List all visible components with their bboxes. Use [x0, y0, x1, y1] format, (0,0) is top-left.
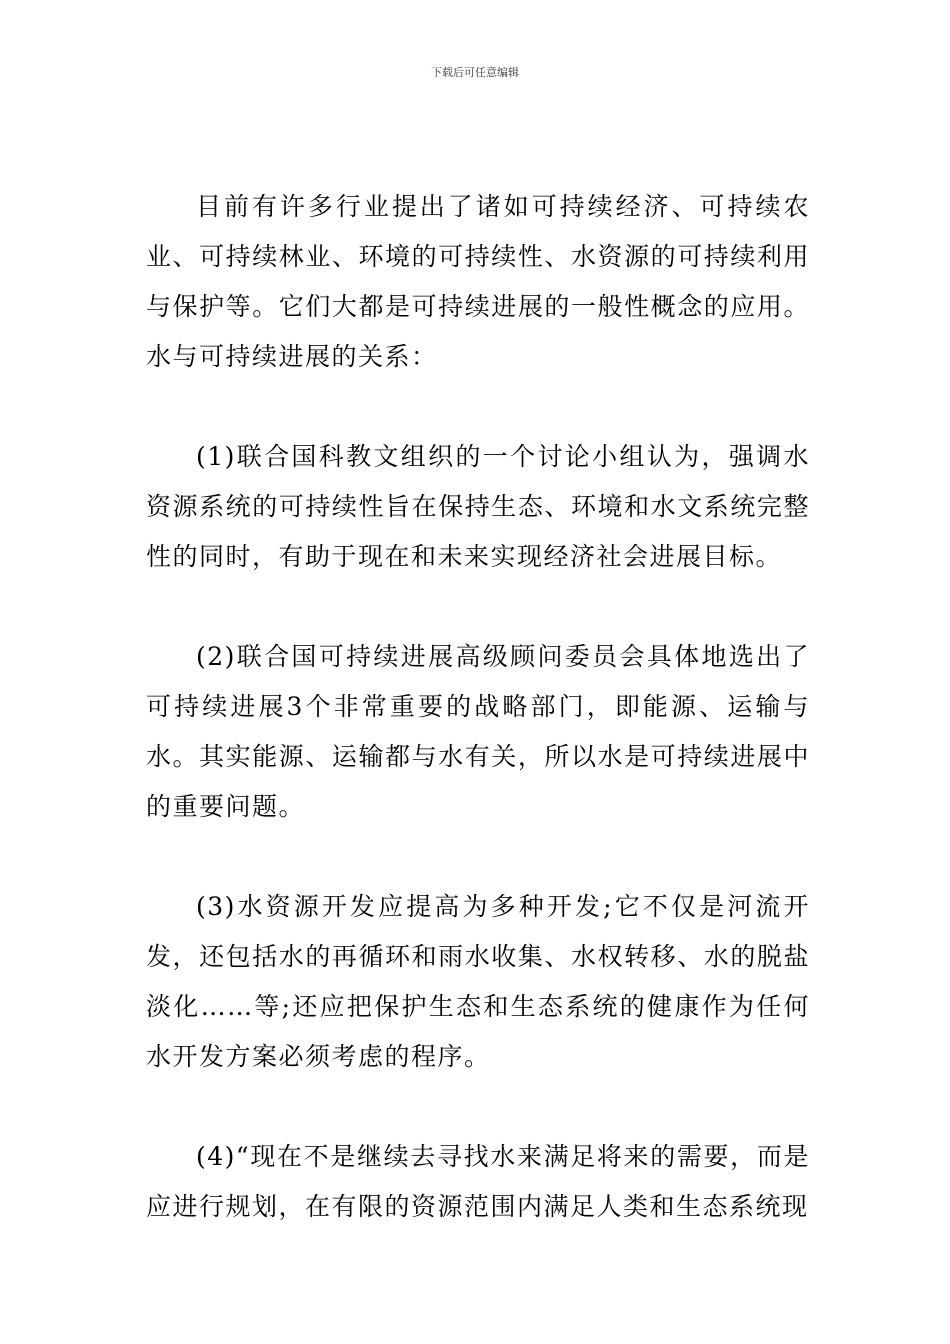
page-header-note: 下载后可任意编辑 [431, 66, 519, 79]
paragraph-point-2: (2)联合国可持续进展高级顾问委员会具体地选出了可持续进展3个非常重要的战略部门，即能源、运输与水。其实能源、运输都与水有关，所以水是可持续进展中的重要问题。 [146, 642, 810, 821]
paragraph-point-3: (3)水资源开发应提高为多种开发;它不仅是河流开发，还包括水的再循环和雨水收集、水权转移、水的脱盐淡化……等;还应把保护生态和生态系统的健康作为任何水开发方案必须考虑的程序。 [146, 892, 810, 1071]
document-body [146, 182, 810, 1232]
paragraph-intro: 目前有许多行业提出了诸如可持续经济、可持续农业、可持续林业、环境的可持续性、水资源的可持续利用与保护等。它们大都是可持续进展的一般性概念的应用。水与可持续进展的关系： [146, 192, 810, 371]
paragraph-point-4: (4)“现在不是继续去寻找水来满足将来的需要，而是应进行规划，在有限的资源范围内满足人类和生态系统现 [146, 1142, 810, 1221]
paragraph-point-1: (1)联合国科教文组织的一个讨论小组认为，强调水资源系统的可持续性旨在保持生态、环境和水文系统完整性的同时，有助于现在和未来实现经济社会进展目标。 [146, 442, 810, 571]
